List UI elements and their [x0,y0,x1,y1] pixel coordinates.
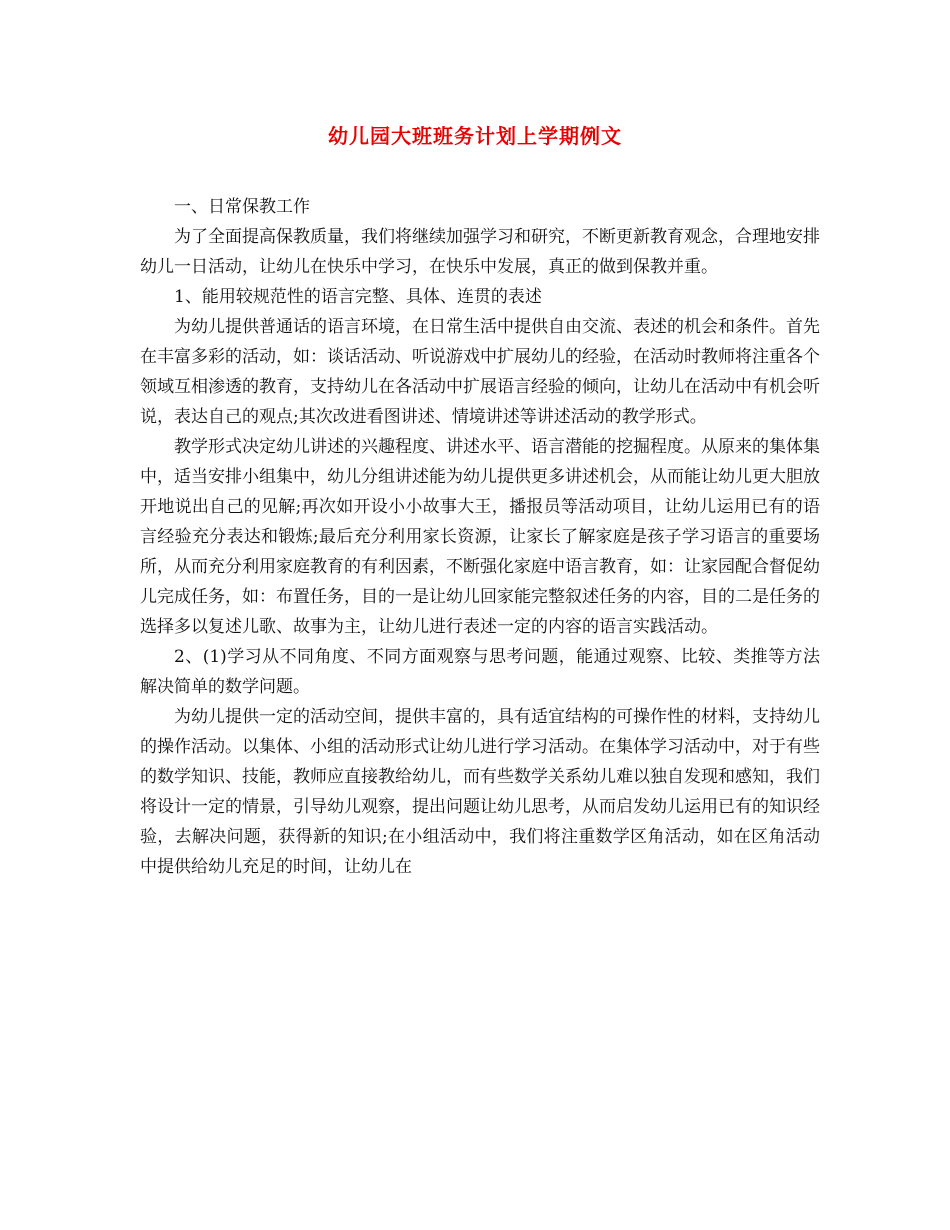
document-title: 幼儿园大班班务计划上学期例文 [328,124,622,148]
document-body [140,192,820,882]
body-paragraph: 教学形式决定幼儿讲述的兴趣程度、讲述水平、语言潜能的挖掘程度。从原来的集体集中，适当安排小组集中，幼儿分组讲述能为幼儿提供更多讲述机会，从而能让幼儿更大胆放开地说出自己的见解;再次如开设小小故事大王，播报员等活动项目，让幼儿运用已有的语言经验充分表达和锻炼;最后充分利用家长资源，让家长了解家庭是孩子学习语言的重要场所，从而充分利用家庭教育的有利因素，不断强化家庭中语言教育，如：让家园配合督促幼儿完成任务，如：布置任务，目的一是让幼儿回家能完整叙述任务的内容，目的二是任务的选择多以复述儿歌、故事为主，让幼儿进行表述一定的内容的语言实践活动。 [140,437,820,637]
body-paragraph: 为幼儿提供一定的活动空间，提供丰富的，具有适宜结构的可操作性的材料，支持幼儿的操作活动。以集体、小组的活动形式让幼儿进行学习活动。在集体学习活动中，对于有些的数学知识、技能，教师应直接教给幼儿，而有些数学关系幼儿难以独自发现和感知，我们将设计一定的情景，引导幼儿观察，提出问题让幼儿思考，从而启发幼儿运用已有的知识经验，去解决问题，获得新的知识;在小组活动中，我们将注重数学区角活动，如在区角活动中提供给幼儿充足的时间，让幼儿在 [140,707,820,877]
section-heading: 一、日常保教工作 [174,197,310,217]
body-paragraph: 为了全面提高保教质量，我们将继续加强学习和研究，不断更新教育观念，合理地安排幼儿一日活动，让幼儿在快乐中学习，在快乐中发展，真正的做到保教并重。 [140,227,820,277]
subsection-heading: 1、能用较规范性的语言完整、具体、连贯的表述 [174,287,542,307]
body-paragraph: 为幼儿提供普通话的语言环境，在日常生活中提供自由交流、表述的机会和条件。首先在丰富多彩的活动，如：谈话活动、听说游戏中扩展幼儿的经验，在活动时教师将注重各个领域互相渗透的教育，支持幼儿在各活动中扩展语言经验的倾向，让幼儿在活动中有机会听说，表达自己的观点;其次改进看图讲述、情境讲述等讲述活动的教学形式。 [140,317,820,427]
subsection-heading: 2、(1)学习从不同角度、不同方面观察与思考问题，能通过观察、比较、类推等方法解决简单的数学问题。 [140,647,820,697]
